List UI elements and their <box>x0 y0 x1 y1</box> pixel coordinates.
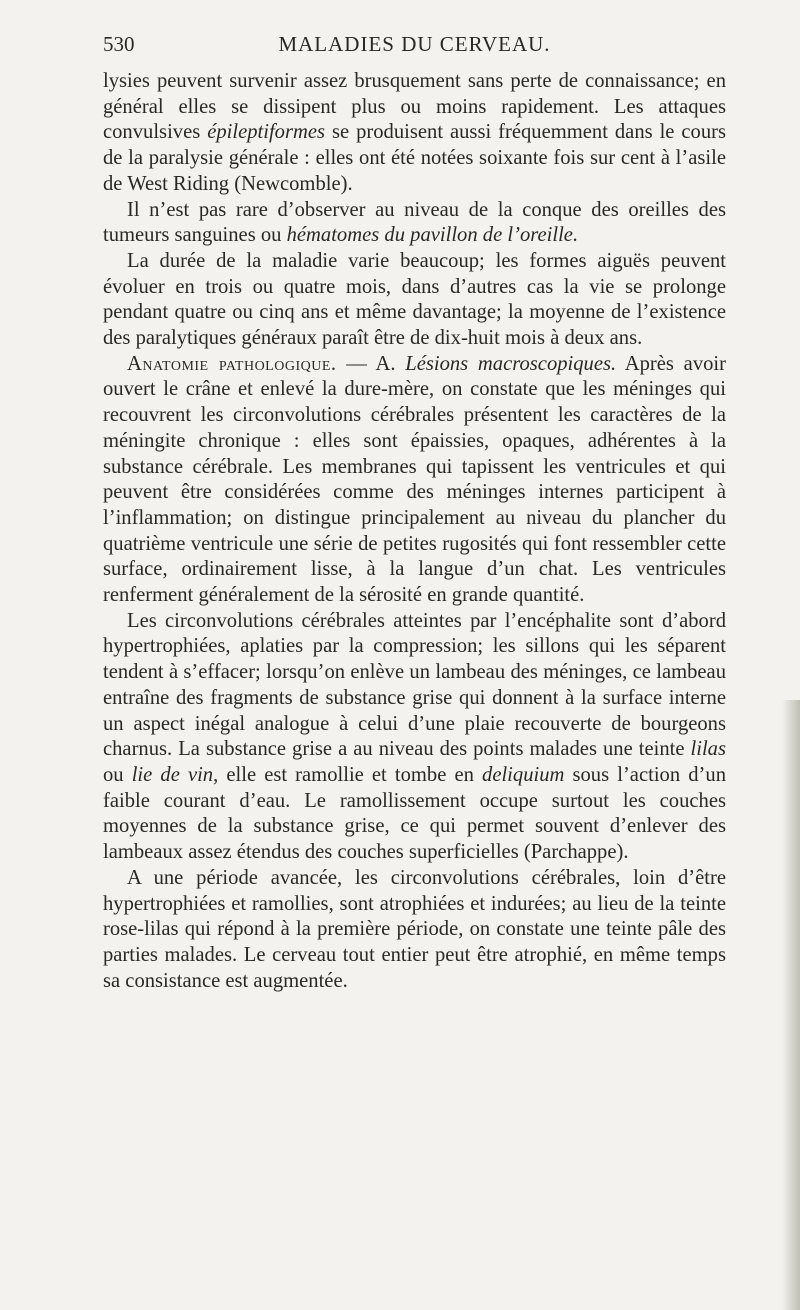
paragraph <box>103 866 726 995</box>
text-segment: Après avoir ouvert le crâne et enlevé la dure-mère, on constate que les méninges qui recouvrent les circonvolutions cérébrales présentent les caractères de la méningite chronique : elles sont épaissies, opaques, adhérentes à la substance cérébrale. Les membranes qui tapissent les ventricules et qui peuvent être considérées comme des méninges internes participent à l’inflammation; on distingue principalement au niveau du plancher du quatrième ventricule une série de petites rugosités qui font ressembler cette surface, ordinairement lisse, à la langue d’un chat. Les ventricules renferment généralement de la sérosité en grande quantité. <box>103 352 726 607</box>
page-header <box>103 20 726 60</box>
text-segment: se produisent aussi fréquemment dans le cours de la paralysie générale : elles ont été notées soixante fois sur cent à l’asile de West Riding (Newcomble). <box>103 121 727 195</box>
page-body <box>103 69 726 994</box>
paragraph <box>103 352 726 609</box>
text-segment: Les circonvolutions cérébrales atteintes par l’encéphalite sont d’abord hypertrophiées, aplaties par la compression; les sillons qui les séparent tendent à s’effacer; lorsqu’on enlève un lambeau des méninges, ce lambeau entraîne des fragments de substance grise qui donnent à la surface interne un aspect inégal analogue à celui d’une plaie recouverte de bourgeons charnus. La substance grise a au niveau des points malades une teinte <box>103 609 726 761</box>
italic-text: deliquium <box>482 763 565 786</box>
page-edge-shadow <box>782 700 800 1310</box>
page-number: 530 <box>103 32 135 56</box>
italic-text: Lésions macroscopiques. <box>405 352 617 375</box>
text-segment: ou <box>103 763 132 786</box>
text-segment: , elle est ramollie et tombe en <box>213 763 483 786</box>
paragraph <box>103 249 726 352</box>
text-segment: lysies peuvent survenir assez brusquement sans perte de connaissance; en général elles se dissipent plus ou moins rapidement. Les attaques convulsives <box>103 70 726 144</box>
paragraph <box>103 69 726 198</box>
italic-text: lilas <box>690 738 726 761</box>
text-segment: — A. <box>336 352 406 375</box>
text-segment: A une période avancée, les circonvolutions cérébrales, loin d’être hypertrophiées et ramollies, sont atrophiées et indurées; au lieu de la teinte rose-lilas qui répond à la première période, on constate une teinte pâle des parties malades. Le cerveau tout entier peut être atrophié, en même temps sa consistance est augmentée. <box>103 866 726 992</box>
section-heading: Anatomie pathologique. <box>127 352 337 375</box>
italic-text: hématomes du pavillon de l’oreille. <box>286 224 579 247</box>
paragraph <box>103 198 726 249</box>
text-segment: La durée de la maladie varie beaucoup; les formes aiguës peuvent évoluer en trois ou quatre mois, dans d’autres cas la vie se prolonge pendant quatre ou cinq ans et même davantage; la moyenne de l’existence des paralytiques généraux paraît être de dix-huit mois à deux ans. <box>103 249 726 350</box>
running-head: MALADIES DU CERVEAU. <box>278 32 551 56</box>
italic-text: lie de vin <box>131 763 214 786</box>
paragraph <box>103 609 726 866</box>
italic-text: épileptiformes <box>207 121 326 144</box>
text-segment: Il n’est pas rare d’observer au niveau de la conque des oreilles des tumeurs sanguines ou <box>103 198 726 247</box>
text-segment: sous l’action d’un faible courant d’eau. Le ramollissement occupe surtout les couches moyennes de la substance grise, ce qui permet souvent d’enlever des lambeaux assez étendus des couches superficielles (Parchappe). <box>103 763 726 864</box>
